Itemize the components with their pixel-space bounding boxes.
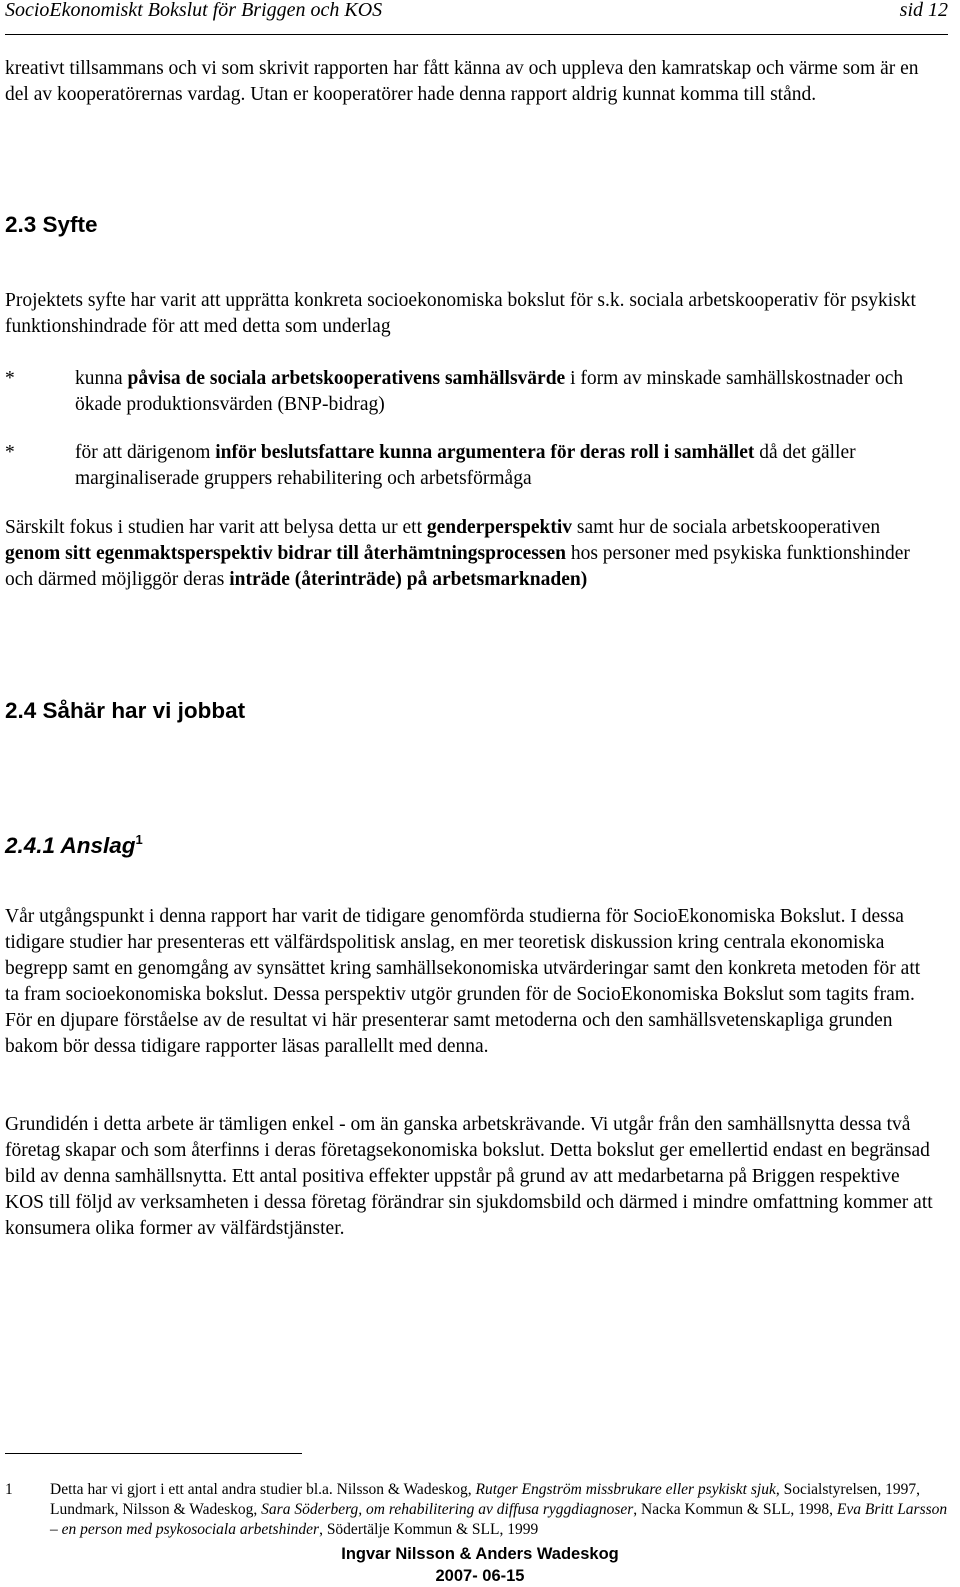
- text-run: , Nacka Kommun & SLL, 1998,: [633, 1501, 837, 1518]
- text-run: kunna: [75, 368, 128, 389]
- italic-text-run: Sara Söderberg, om rehabilitering av diffusa ryggdiagnoser: [261, 1501, 634, 1518]
- anslag-paragraph-1: [5, 904, 935, 1060]
- bullet-marker: *: [5, 442, 15, 463]
- text-run: samt hur de sociala arbetskooperativen: [572, 517, 881, 538]
- text-run: Vår utgångspunkt i denna rapport har varit de tidigare genomförda studierna för SocioEkonomiska Bokslut. I dessa tidigare studier har presenteras ett välfärdspolitisk anslag, en mer teoretisk diskussion kring centrala ekonomiska begrepp samt en genomgång av synsättet kring samhällsekonomiska utvärderingar samt den konkreta metoden för att ta fram socioekonomiska bokslut. Dessa perspektiv utgör grunden för de SocioEkonomiska Bokslut som tagits fram. För en djupare förståelse av de resultat vi här presenterar samt metoderna och den samhällsvetenskapliga grunden bakom bör dessa tidigare rapporter läsas parallellt med denna.: [5, 906, 921, 1057]
- footnote-number: 1: [5, 1481, 13, 1498]
- subsection-heading-anslag: [5, 826, 143, 860]
- text-run: kreativt tillsammans och vi som skrivit rapporten har fått känna av och uppleva den kamratskap och värme som är en del av kooperatörernas vardag. Utan er kooperatörer hade denna rapport aldrig kunnat komma till stånd.: [5, 58, 919, 105]
- bold-text-run: genom sitt egenmaktsperspektiv bidrar till återhämtningsprocessen: [5, 543, 566, 564]
- text-run: i form av minskade samhällskostnader och ökade produktionsvärden (BNP-bidrag): [75, 368, 904, 415]
- text-run: hos personer med psykiska funktionshinder och därmed möjliggör deras: [5, 543, 910, 590]
- bold-text-run: genderperspektiv: [426, 517, 573, 538]
- subsection-heading-text: 2.4.1 Anslag: [5, 833, 136, 858]
- footer-date: 2007- 06-15: [435, 1567, 525, 1585]
- text-run: Särskilt fokus i studien har varit att belysa detta ur ett: [5, 517, 427, 538]
- syfte-paragraph: [5, 288, 935, 340]
- intro-paragraph: [5, 56, 935, 108]
- bold-text-run: påvisa de sociala arbetskooperativens samhällsvärde: [127, 368, 566, 389]
- text-run: , Södertälje Kommun & SLL, 1999: [319, 1521, 539, 1538]
- text-run: Detta har vi gjort i ett antal andra studier bl.a. Nilsson & Wadeskog,: [50, 1481, 476, 1498]
- text-run: Grundidén i detta arbete är tämligen enkel - om än ganska arbetskrävande. Vi utgår från den samhällsnytta dessa två företag skapar och som återfinns i deras företagsekonomiska bokslut. Detta bokslut ger emellertid endast en begränsad bild av denna samhällsnytta. Ett antal positiva effekter uppstår på grund av att medarbetarna på Briggen respektive KOS till följd av verksamheten i dessa företag förändrar sin sjukdomsbild och därmed i mindre omfattning kommer att konsumera olika former av välfärdstjänster.: [5, 1114, 933, 1239]
- footnote-reference: 1: [135, 832, 143, 847]
- bullet-text: [75, 366, 940, 418]
- section-heading-jobbat: 2.4 Såhär har vi jobbat: [5, 698, 246, 723]
- running-header-title: SocioEkonomiskt Bokslut för Briggen och KOS: [5, 0, 383, 21]
- anslag-paragraph-2: [5, 1112, 935, 1242]
- bold-text-run: inför beslutsfattare kunna argumentera för deras roll i samhället: [215, 442, 755, 463]
- italic-text-run: Eva Britt Larsson – en person med psykosociala arbetshinder: [50, 1501, 948, 1538]
- text-run: för att därigenom: [75, 442, 216, 463]
- focus-paragraph: [5, 515, 935, 593]
- text-run: då det gäller marginaliserade gruppers rehabilitering och arbetsförmåga: [75, 442, 856, 489]
- bullet-marker: *: [5, 368, 15, 389]
- bold-text-run: inträde (återinträde) på arbetsmarknaden): [229, 569, 588, 590]
- footnote-text: [50, 1480, 950, 1540]
- footer-authors: Ingvar Nilsson & Anders Wadeskog: [341, 1545, 619, 1563]
- text-run: Projektets syfte har varit att upprätta konkreta socioekonomiska bokslut för s.k. sociala arbetskooperativ för psykiskt funktionshindrade för att med detta som underlag: [5, 290, 916, 337]
- text-run: , Socialstyrelsen, 1997, Lundmark, Nilsson & Wadeskog,: [50, 1481, 921, 1518]
- page-number: sid 12: [899, 0, 948, 21]
- footnote-separator: [5, 1453, 302, 1454]
- section-heading-syfte: 2.3 Syfte: [5, 212, 98, 237]
- italic-text-run: Rutger Engström missbrukare eller psykiskt sjuk: [475, 1481, 776, 1498]
- bullet-text: [75, 440, 940, 492]
- header-rule: [5, 34, 948, 35]
